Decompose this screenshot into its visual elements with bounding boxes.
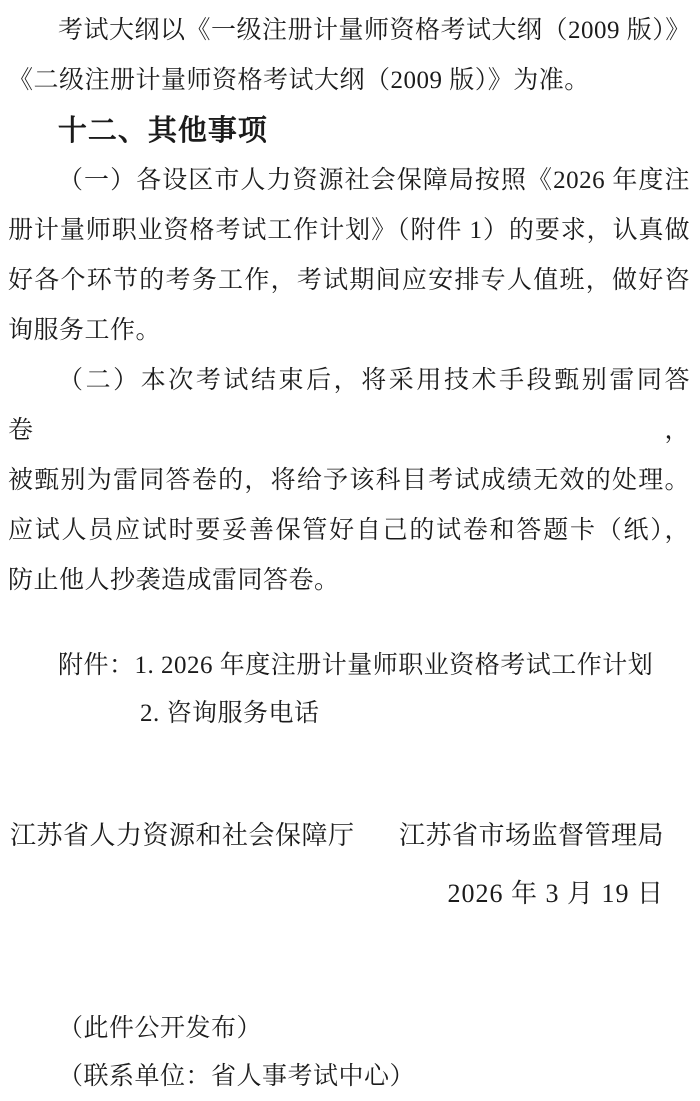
signature-org-left: 江苏省人力资源和社会保障厅 (10, 821, 355, 850)
attachments-section (8, 642, 690, 738)
footer-note-public-release: （此件公开发布） (58, 1015, 263, 1042)
signature-org-right: 江苏省市场监督管理局 (398, 821, 664, 850)
document-body (8, 6, 690, 606)
text-line: 被甄别为雷同答卷的，将给予该科目考试成绩无效的处理。 (8, 467, 690, 494)
footer-note-contact-unit: （联系单位：省人事考试中心） (58, 1063, 416, 1090)
signature-row (8, 818, 690, 854)
text-line: 应试人员应试时要妥善保管好自己的试卷和答题卡（纸）， (8, 517, 690, 544)
text-line: 好各个环节的考务工作，考试期间应安排专人值班，做好咨 (8, 267, 690, 294)
footer-notes (8, 1005, 690, 1101)
section-heading: 十二、其他事项 (57, 115, 268, 147)
signature-date: 2026 年 3 月 19 日 (447, 879, 664, 908)
attachment-item-2: 2. 咨询服务电话 (140, 700, 320, 727)
text-line: 考试大纲以《一级注册计量师资格考试大纲（2009 版）》 (58, 17, 691, 44)
text-line: （二）本次考试结束后，将采用技术手段甄别雷同答卷， (8, 367, 690, 444)
text-line: 防止他人抄袭造成雷同答卷。 (8, 567, 340, 594)
text-line: 《二级注册计量师资格考试大纲（2009 版）》为准。 (8, 67, 590, 94)
attachment-item-1: 附件：1. 2026 年度注册计量师职业资格考试工作计划 (58, 652, 654, 679)
text-line: （一）各设区市人力资源社会保障局按照《2026 年度注 (58, 167, 690, 194)
text-line: 询服务工作。 (8, 317, 162, 344)
text-line: 册计量师职业资格考试工作计划》（附件 1）的要求，认真做 (8, 217, 690, 244)
